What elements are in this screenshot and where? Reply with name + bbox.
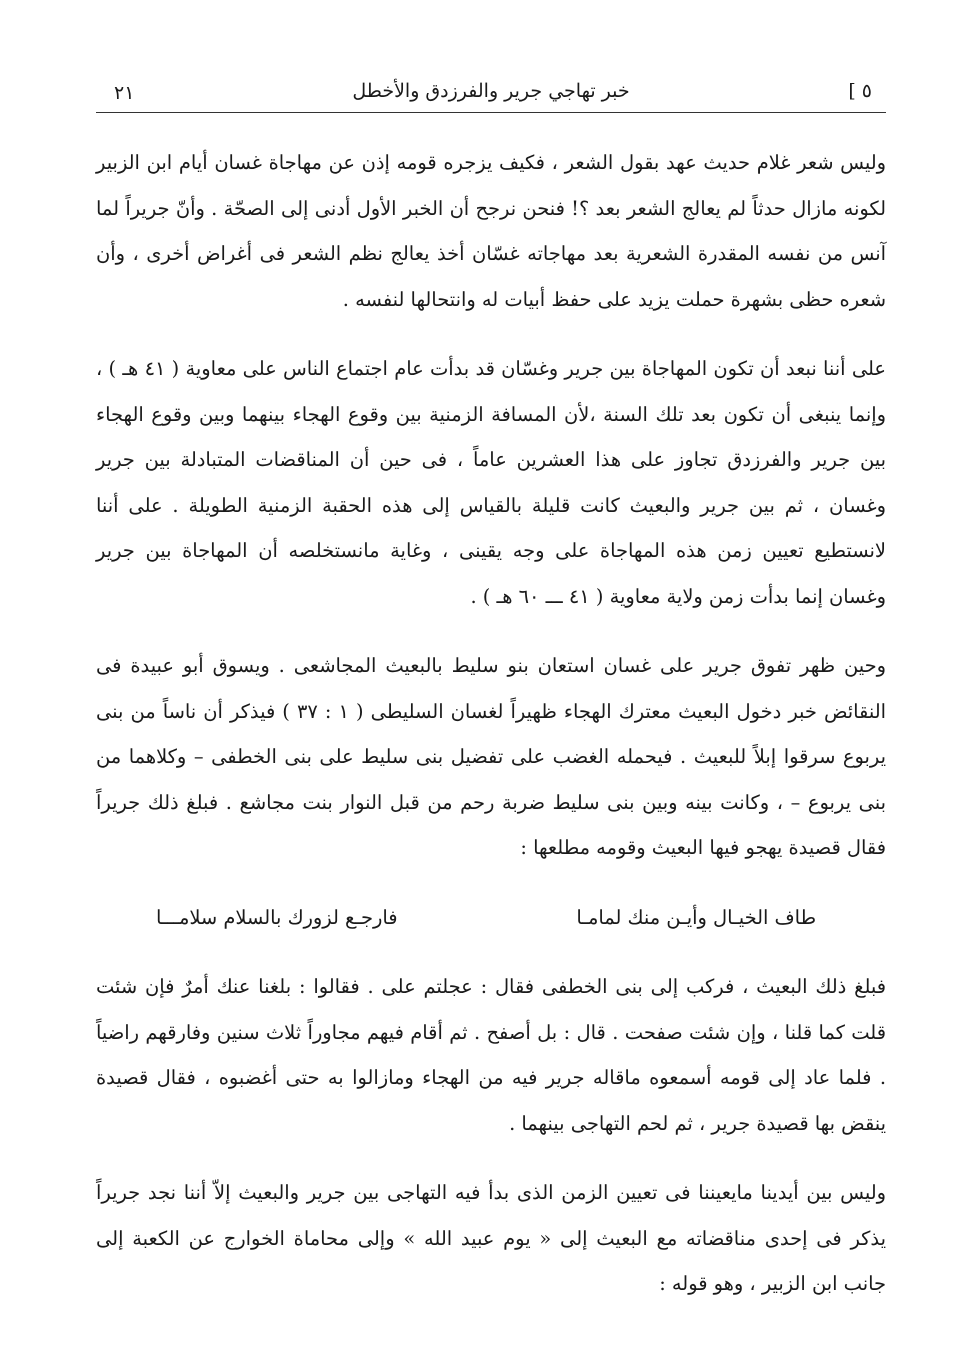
page-header <box>96 74 886 114</box>
paragraph: وحين ظهر تفوق جرير على غسان استعان بنو سليط بالبعيث المجاشعى . ويسوق أبو عبيدة فى النقائض خبر دخول البعيث معترك الهجاء ظهيراً لغسان السليطى ( ١ : ٣٧ ) فيذكر أن ناساً من بنى يربوع سرقوا إبلاً للبعيث . فيحمله الغضب على تفضيل بنى سليط على بنى الخطفى – وكلاهما من بنى يربوع – ، وكانت بينه وبين بنى سليط ضربة رحم من قبل النوار بنت مجاشع . فبلغ ذلك جريراً فقال قصيدة يهجو فيها البعيث وقومه مطلعها : <box>96 654 886 859</box>
running-title: خبر تهاجي جرير والفرزدق والأخطل <box>352 80 630 102</box>
paragraph: وليس بين أيدينا مايعيننا فى تعيين الزمن الذى بدأ فيه التهاجى بين جرير والبعيث إلاّ أننا نجد جريراً يذكر فى إحدى مناقضاته مع البعيث إلى « يوم عبيد الله » وإلى محاماة الخوارج عن الكعبة إلى جانب ابن الزبير ، وهو قوله : <box>96 1181 886 1295</box>
verse-second-hemistich: فارجـع لزورك بالسلام سلامـــا <box>156 905 398 929</box>
verse-first-hemistich: طاف الخيـال وأيـن منك لمامـا <box>576 905 816 929</box>
body-text <box>96 140 886 1331</box>
page-number: ٢١ <box>114 82 135 104</box>
verse-line <box>96 895 886 941</box>
paragraph: على أننا نبعد أن تكون المهاجاة بين جرير وغسّان قد بدأت عام اجتماع الناس على معاوية ( ٤١ هـ ) ، وإنما ينبغى أن تكون بعد تلك السنة ،لأن المسافة الزمنية بين وقوع الهجاء بينهما وبين وقوع الهجاء بين جرير والفرزدق تجاوز على هذا العشرين عاماً ، فى حين أن المناقضات المتبادلة بين جرير وغسان ، ثم بين جرير والبعيث كانت قليلة بالقياس إلى هذه الحقبة الزمنية الطويلة . على أننا لانستطيع تعيين زمن هذه المهاجاة على وجه يقينى ، وغاية مانستخلصه أن المهاجاة بين جرير وغسان إنما بدأت زمن ولاية معاوية ( ٤١ ـــ ٦٠ هـ ) . <box>96 357 886 608</box>
paragraph: فبلغ ذلك البعيث ، فركب إلى بنى الخطفى فقال : عجلتم على . فقالوا : بلغنا عنك أمرٌ فإن شئت قلت كما قلنا ، وإن شئت صفحت . قال : بل أصفح . ثم أقام فيهم مجاوراً ثلاث سنين وفارقهم راضياً . فلما عاد إلى قومه أسمعوه ماقاله جرير فيه من الهجاء ومازالوا به حتى أغضبوه ، فقال قصيدة ينقض بها قصيدة جرير ، ثم لحم التهاجى بينهما . <box>96 975 886 1135</box>
paragraph: وليس شعر غلام حديث عهد بقول الشعر ، فكيف يزجره قومه إذن عن مهاجاة غسان أيام ابن الزبير لكونه مازال حدثاً لم يعالج الشعر بعد ؟! فنحن نرجح أن الخبر الأول أدنى إلى الصحّة . وأنّ جريراً لما آنس من نفسه المقدرة الشعرية بعد مهاجاته غسّان أخذ يعالج نظم الشعر فى أغراض أخرى ، وأن شعره حظى بشهرة حملت يزيد على حفظ أبيات له وانتحالها لنفسه . <box>96 151 886 311</box>
section-marker: ٥ ] <box>848 80 872 102</box>
header-rule <box>96 112 886 113</box>
